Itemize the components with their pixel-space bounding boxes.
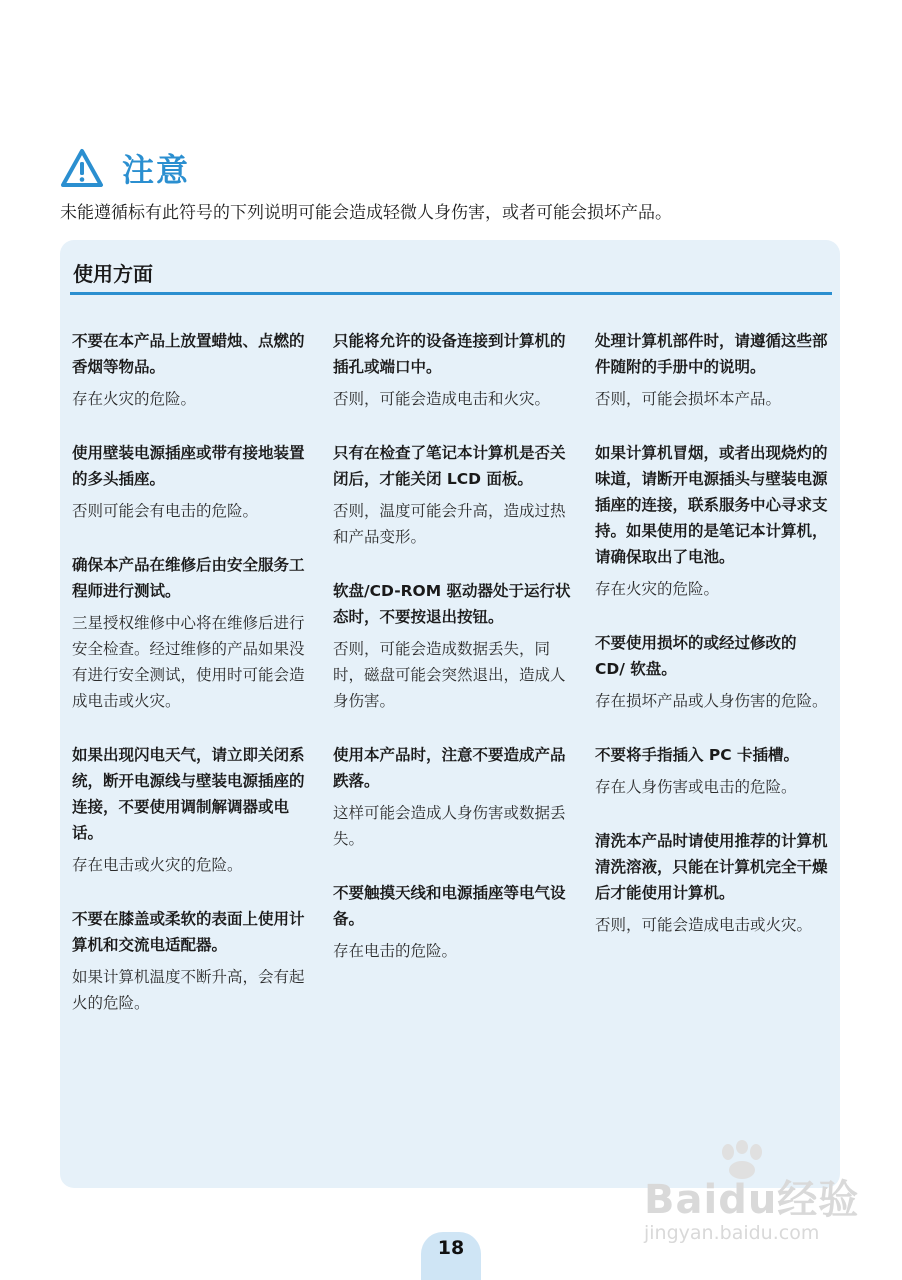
item-heading: 只能将允许的设备连接到计算机的插孔或端口中。 <box>333 332 566 376</box>
item-heading: 不要在膝盖或柔软的表面上使用计算机和交流电适配器。 <box>72 910 305 954</box>
section-title: 使用方面 <box>73 262 153 286</box>
item-heading: 使用壁装电源插座或带有接地装置的多头插座。 <box>72 444 305 488</box>
caution-header <box>60 148 840 192</box>
item-text: 否则，温度可能会升高，造成过热和产品变形。 <box>333 502 566 546</box>
caution-description: 未能遵循标有此符号的下列说明可能会造成轻微人身伤害，或者可能会损坏产品。 <box>60 203 672 223</box>
caution-item <box>333 742 573 852</box>
usage-panel <box>60 240 840 1188</box>
item-text: 存在电击的危险。 <box>333 942 458 960</box>
caution-item <box>333 578 573 714</box>
item-heading: 清洗本产品时请使用推荐的计算机清洗溶液，只能在计算机完全干燥后才能使用计算机。 <box>595 832 828 902</box>
item-text: 存在损坏产品或人身伤害的危险。 <box>595 692 828 710</box>
item-heading: 如果计算机冒烟，或者出现烧灼的味道，请断开电源插头与壁装电源插座的连接，联系服务中心寻求支持。如果使用的是笔记本计算机，请确保取出了电池。 <box>595 444 828 566</box>
caution-item <box>72 742 312 878</box>
section-divider <box>70 292 832 295</box>
item-text: 存在人身伤害或电击的危险。 <box>595 778 797 796</box>
caution-item <box>333 880 573 964</box>
caution-item <box>595 828 831 938</box>
item-heading: 不要触摸天线和电源插座等电气设备。 <box>333 884 566 928</box>
page-title: 注意 <box>122 151 191 189</box>
page-number-tab <box>421 1232 481 1280</box>
column-3 <box>595 328 831 966</box>
item-heading: 只有在检查了笔记本计算机是否关闭后，才能关闭 LCD 面板。 <box>333 444 566 488</box>
item-heading: 软盘/CD-ROM 驱动器处于运行状态时，不要按退出按钮。 <box>333 582 571 626</box>
page-number: 18 <box>437 1237 465 1259</box>
item-text: 存在电击或火灾的危险。 <box>72 856 243 874</box>
item-text: 三星授权维修中心将在维修后进行安全检查。经过维修的产品如果没有进行安全测试，使用时可能会造成电击或火灾。 <box>72 614 305 710</box>
item-text: 否则，可能会造成电击和火灾。 <box>333 390 551 408</box>
caution-item <box>72 906 312 1016</box>
caution-item <box>72 328 312 412</box>
watermark-url: jingyan.baidu.com <box>644 1222 820 1244</box>
item-heading: 处理计算机部件时，请遵循这些部件随附的手册中的说明。 <box>595 332 828 376</box>
caution-item <box>333 440 573 550</box>
item-heading: 使用本产品时，注意不要造成产品跌落。 <box>333 746 566 790</box>
item-text: 这样可能会造成人身伤害或数据丢失。 <box>333 804 566 848</box>
caution-item <box>72 552 312 714</box>
item-text: 否则，可能会损坏本产品。 <box>595 390 782 408</box>
item-text: 如果计算机温度不断升高，会有起火的危险。 <box>72 968 305 1012</box>
caution-item <box>72 440 312 524</box>
warning-triangle-icon <box>60 148 104 188</box>
item-text: 否则可能会有电击的危险。 <box>72 502 259 520</box>
caution-item <box>595 742 831 800</box>
item-heading: 不要将手指插入 PC 卡插槽。 <box>595 746 800 764</box>
item-heading: 不要在本产品上放置蜡烛、点燃的香烟等物品。 <box>72 332 305 376</box>
caution-item <box>595 630 831 714</box>
caution-item <box>595 440 831 602</box>
caution-item <box>595 328 831 412</box>
item-heading: 不要使用损坏的或经过修改的 CD/ 软盘。 <box>595 634 797 678</box>
item-heading: 如果出现闪电天气，请立即关闭系统，断开电源线与壁装电源插座的连接，不要使用调制解调器或电话。 <box>72 746 305 842</box>
item-text: 否则，可能会造成电击或火灾。 <box>595 916 813 934</box>
caution-item <box>333 328 573 412</box>
item-text: 存在火灾的危险。 <box>595 580 720 598</box>
column-2 <box>333 328 573 992</box>
item-text: 存在火灾的危险。 <box>72 390 197 408</box>
baidu-watermark <box>640 1140 860 1270</box>
item-text: 否则，可能会造成数据丢失，同时，磁盘可能会突然退出，造成人身伤害。 <box>333 640 566 710</box>
watermark-brand: Baidu经验 <box>644 1177 860 1223</box>
column-1 <box>72 328 312 1044</box>
item-heading: 确保本产品在维修后由安全服务工程师进行测试。 <box>72 556 305 600</box>
